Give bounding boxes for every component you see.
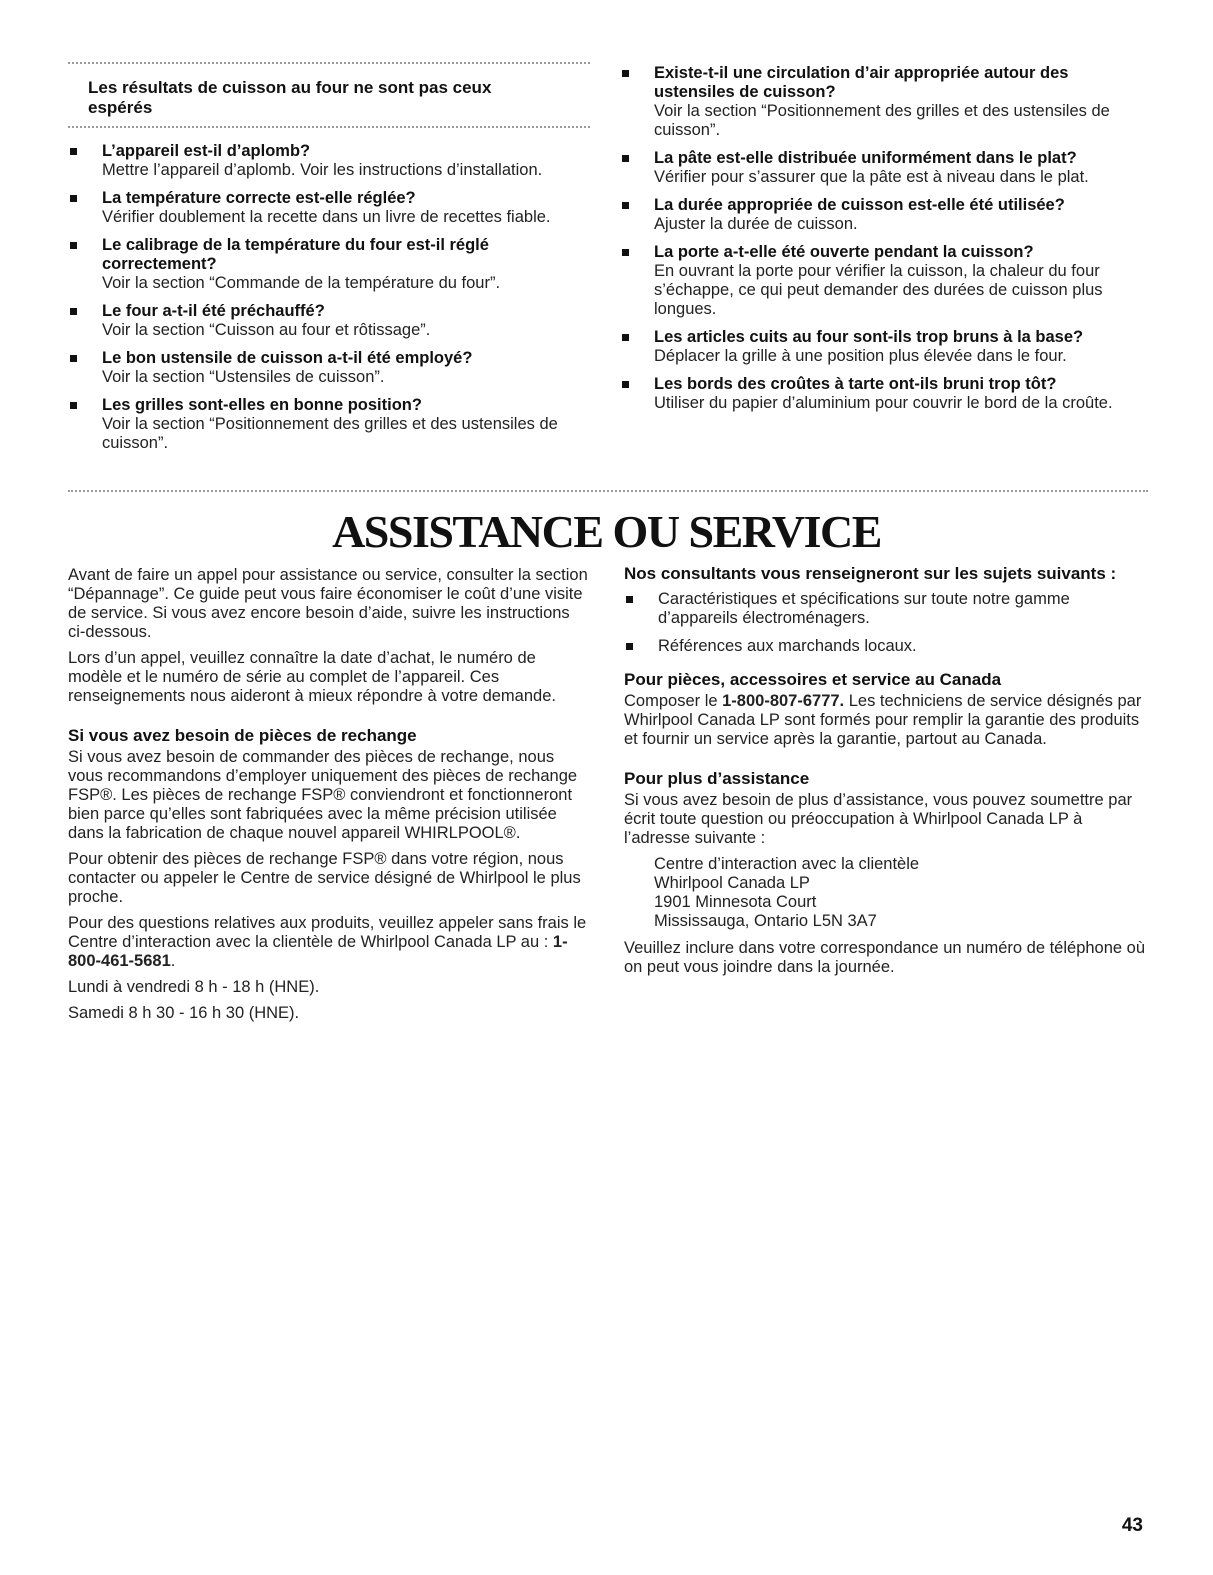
section-rule-bottom <box>68 126 590 128</box>
canada-paragraph <box>624 692 1148 749</box>
more-help-heading: Pour plus d’assistance <box>624 769 810 788</box>
question: Le calibrage de la température du four est-il réglé correctement? <box>102 236 489 273</box>
list-item-text: Caractéristiques et spécifications sur toute notre gamme d’appareils électroménagers. <box>658 590 1070 627</box>
question: Existe-t-il une circulation d’air appropriée autour des ustensiles de cuisson? <box>654 64 1069 101</box>
parts-heading: Si vous avez besoin de pièces de rechange <box>68 726 417 745</box>
parts-phone-end: . <box>170 952 176 970</box>
list-item <box>68 189 590 227</box>
list-item <box>620 375 1148 413</box>
list-item <box>620 196 1148 234</box>
answer: Déplacer la grille à une position plus élevée dans le four. <box>654 347 1067 365</box>
answer: Ajuster la durée de cuisson. <box>654 215 858 233</box>
list-item <box>620 64 1148 140</box>
answer: Utiliser du papier d’aluminium pour couvrir le bord de la croûte. <box>654 394 1113 412</box>
parts-paragraph <box>68 914 590 971</box>
answer: Voir la section “Positionnement des grilles et des ustensiles de cuisson”. <box>102 415 558 452</box>
section-rule-top <box>68 62 590 64</box>
question: La porte a-t-elle été ouverte pendant la cuisson? <box>654 243 1034 261</box>
troubleshooting-right-column <box>620 64 1148 422</box>
address-line: 1901 Minnesota Court <box>654 893 817 911</box>
question: La température correcte est-elle réglée? <box>102 189 416 207</box>
question: Le bon ustensile de cuisson a-t-il été employé? <box>102 349 473 367</box>
page-divider <box>68 490 1148 492</box>
bullet-icon <box>622 381 629 388</box>
list-item <box>620 149 1148 187</box>
bullet-icon <box>70 148 77 155</box>
answer: Voir la section “Positionnement des grilles et des ustensiles de cuisson”. <box>654 102 1110 139</box>
list-item <box>68 349 590 387</box>
address-line: Mississauga, Ontario L5N 3A7 <box>654 912 877 930</box>
bullet-icon <box>622 202 629 209</box>
answer: Vérifier pour s’assurer que la pâte est à niveau dans le plat. <box>654 168 1089 186</box>
answer: Mettre l’appareil d’aplomb. Voir les instructions d’installation. <box>102 161 543 179</box>
phone-number: 1-800-807-6777. <box>722 692 845 710</box>
list-item <box>620 328 1148 366</box>
canada-heading: Pour pièces, accessoires et service au Canada <box>624 670 1002 689</box>
page-title: ASSISTANCE OU SERVICE <box>332 506 881 557</box>
bullet-icon <box>626 596 633 603</box>
consultants-heading: Nos consultants vous renseigneront sur les sujets suivants : <box>624 564 1117 583</box>
question: La pâte est-elle distribuée uniformément dans le plat? <box>654 149 1077 167</box>
question: Les articles cuits au four sont-ils trop bruns à la base? <box>654 328 1084 346</box>
list-item <box>68 396 590 453</box>
parts-phone-intro: Pour des questions relatives aux produits, veuillez appeler sans frais le Centre d’interaction avec la clientèle de Whirlpool Canada LP au : <box>68 914 587 951</box>
parts-paragraph: Si vous avez besoin de commander des pièces de rechange, nous vous recommandons d’employer uniquement des pièces de rechange FSP®. Les pièces de rechange FSP® conviendront et fonctionneront bien parce qu’elles sont fabriquées avec la même précision utilisée dans la fabrication de chaque nouvel appareil WHIRLPOOL®. <box>68 748 578 842</box>
question: Les bords des croûtes à tarte ont-ils bruni trop tôt? <box>654 375 1057 393</box>
list-item <box>68 236 590 293</box>
assistance-right-column <box>624 564 1148 984</box>
troubleshooting-title: Les résultats de cuisson au four ne sont pas ceux espérés <box>88 78 492 117</box>
intro-paragraph: Lors d’un appel, veuillez connaître la date d’achat, le numéro de modèle et le numéro de série au complet de l’appareil. Ces renseignements nous aideront à mieux répondre à votre demande. <box>68 649 556 705</box>
answer: En ouvrant la porte pour vérifier la cuisson, la chaleur du four s’échappe, ce qui peut demander des durées de cuisson plus longues. <box>654 262 1103 318</box>
hours-weekdays: Lundi à vendredi 8 h - 18 h (HNE). <box>68 978 320 996</box>
bullet-icon <box>622 70 629 77</box>
bullet-icon <box>70 242 77 249</box>
bullet-icon <box>70 402 77 409</box>
answer: Voir la section “Commande de la température du four”. <box>102 274 501 292</box>
bullet-icon <box>70 355 77 362</box>
question: Les grilles sont-elles en bonne position? <box>102 396 422 414</box>
address-line: Centre d’interaction avec la clientèle <box>654 855 920 873</box>
bullet-icon <box>626 643 633 650</box>
hours-saturday: Samedi 8 h 30 - 16 h 30 (HNE). <box>68 1004 300 1022</box>
troubleshooting-left-list <box>68 142 590 453</box>
question: L’appareil est-il d’aplomb? <box>102 142 311 160</box>
mailing-address <box>654 855 1148 931</box>
canada-intro: Composer le <box>624 692 723 710</box>
list-item <box>68 302 590 340</box>
more-help-paragraph: Si vous avez besoin de plus d’assistance, vous pouvez soumettre par écrit toute question ou préoccupation à Whirlpool Canada LP à l’adresse suivante : <box>624 791 1133 847</box>
bullet-icon <box>622 155 629 162</box>
consultants-list <box>624 590 1148 656</box>
question: Le four a-t-il été préchauffé? <box>102 302 325 320</box>
question: La durée appropriée de cuisson est-elle été utilisée? <box>654 196 1065 214</box>
list-item <box>624 637 1148 656</box>
intro-paragraph: Avant de faire un appel pour assistance ou service, consulter la section “Dépannage”. Ce guide peut vous faire économiser le coût d’une visite de service. Si vous avez encore besoin d’aide, suivre les instructions ci-dessous. <box>68 566 588 641</box>
bullet-icon <box>622 249 629 256</box>
parts-paragraph: Pour obtenir des pièces de rechange FSP® dans votre région, nous contacter ou appeler le Centre de service désigné de Whirlpool le plus proche. <box>68 850 581 906</box>
bullet-icon <box>622 334 629 341</box>
phone-number: 1-800-461-5681 <box>68 933 568 970</box>
bullet-icon <box>70 195 77 202</box>
canada-text: Les techniciens de service désignés par Whirlpool Canada LP sont formés pour remplir la garantie des produits et fournir un service après la garantie, partout au Canada. <box>624 692 1142 748</box>
list-item <box>68 142 590 180</box>
troubleshooting-right-list <box>620 64 1148 413</box>
answer: Voir la section “Ustensiles de cuisson”. <box>102 368 385 386</box>
assistance-left-column <box>68 566 590 1030</box>
list-item-text: Références aux marchands locaux. <box>658 637 917 655</box>
troubleshooting-left-column <box>68 62 590 462</box>
more-help-note: Veuillez inclure dans votre correspondance un numéro de téléphone où on peut vous joindre dans la journée. <box>624 939 1146 976</box>
answer: Voir la section “Cuisson au four et rôtissage”. <box>102 321 431 339</box>
page-number: 43 <box>1121 1515 1143 1536</box>
bullet-icon <box>70 308 77 315</box>
answer: Vérifier doublement la recette dans un livre de recettes fiable. <box>102 208 551 226</box>
address-line: Whirlpool Canada LP <box>654 874 810 892</box>
list-item <box>620 243 1148 319</box>
list-item <box>624 590 1148 628</box>
